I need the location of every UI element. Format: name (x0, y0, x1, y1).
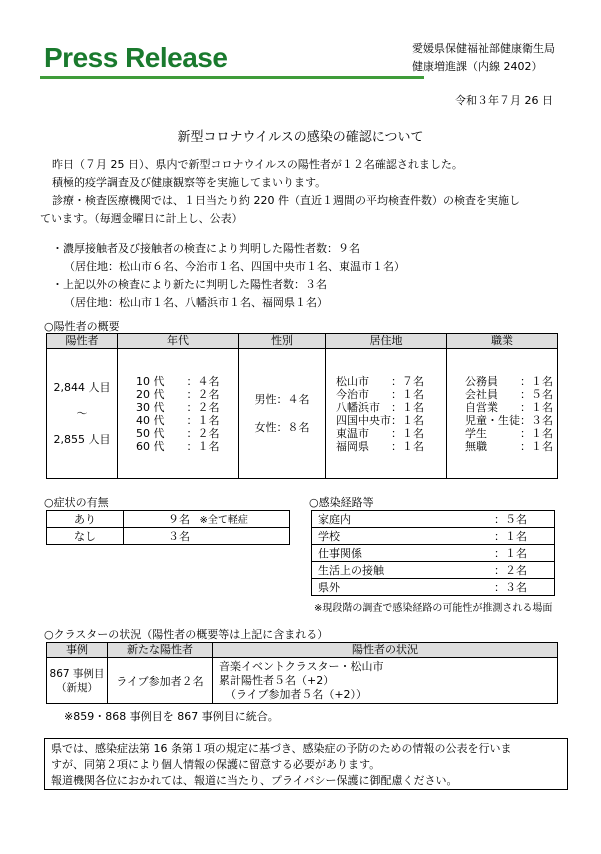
age-row: 40 代 ：１名 (136, 413, 220, 427)
route-count: ：１名 (488, 528, 555, 545)
cluster-new-positive: ライブ参加者２名 (108, 658, 213, 704)
department-name: 愛媛県保健福祉部健康衛生局 (412, 42, 555, 55)
bullet-other-residence: （居住地：松山市１名、八幡浜市１名、福岡県１名） (64, 296, 328, 309)
route-label: 県外 (312, 579, 489, 596)
case-range-to: 2,855 人目 (53, 432, 111, 446)
intro-line-1: 昨日（７月 25 日）、県内で新型コロナウイルスの陽性者が１２名確認されました。 (52, 158, 463, 171)
symptoms-count: ３名 (168, 530, 190, 543)
route-count: ：１名 (488, 545, 555, 562)
gender-row: 女性：８名 (254, 420, 310, 434)
route-row (312, 528, 555, 545)
bullet-contact-tracing: ・濃厚接触者及び接触者の検査により判明した陽性者数：９名 (52, 242, 360, 255)
symptoms-row (47, 528, 290, 545)
document-title: 新型コロナウイルスの感染の確認について (177, 130, 424, 145)
case-range-cell (47, 349, 118, 479)
routes-table (311, 510, 555, 596)
symptoms-label: なし (47, 528, 124, 545)
cluster-status-name: 音楽イベントクラスター・松山市 (219, 659, 384, 673)
cluster-case-cell (47, 658, 108, 704)
overview-header-residence: 居住地 (326, 334, 447, 349)
age-row: 60 代 ：１名 (136, 439, 220, 453)
symptoms-count-cell (124, 511, 290, 528)
route-count: ：３名 (488, 579, 555, 596)
symptoms-row (47, 511, 290, 528)
release-date: 令和３年７月 26 日 (455, 94, 553, 107)
bullet-contact-residence: （居住地：松山市６名、今治市１名、四国中央市１名、東温市１名） (64, 260, 405, 273)
cluster-table (46, 642, 558, 704)
route-row (312, 545, 555, 562)
route-label: 学校 (312, 528, 489, 545)
route-row (312, 511, 555, 528)
symptoms-count: ９名 (168, 513, 190, 526)
overview-table (46, 333, 558, 479)
age-row: 20 代 ：２名 (136, 387, 220, 401)
residence-row: 八幡浜市 ：１名 (336, 400, 424, 414)
cluster-case-status: （新規） (56, 681, 98, 694)
logo-underline (40, 76, 424, 79)
intro-paragraph (40, 156, 562, 228)
job-row: 自営業 ：１名 (465, 400, 553, 414)
cluster-status-detail: （ライブ参加者５名（+2）） (225, 687, 368, 701)
residence-cell (326, 349, 447, 479)
job-row: 無職 ：１名 (465, 439, 553, 453)
route-row (312, 562, 555, 579)
intro-line-3a: 診療・検査医療機関では、１日当たり約 220 件（直近１週間の平均検査件数）の検査を実施し (52, 194, 520, 207)
job-row: 会社員 ：５名 (465, 387, 553, 401)
symptoms-table (46, 510, 290, 545)
overview-header-age: 年代 (118, 334, 239, 349)
gender-row: 男性：４名 (254, 392, 310, 406)
route-label: 家庭内 (312, 511, 489, 528)
overview-header-job: 職業 (447, 334, 558, 349)
cluster-section-title: ○クラスターの状況（陽性者の概要等は上記に含まれる） (44, 628, 329, 641)
press-release-logo: Press Release (44, 42, 228, 73)
privacy-line-3: 報道機関各位におかれては、報道に当たり、プライバシー保護に御配慮ください。 (51, 774, 458, 787)
job-row: 公務員 ：１名 (465, 374, 553, 388)
department-section: 健康増進課（内線 2402） (412, 60, 543, 73)
positive-breakdown (52, 240, 562, 312)
case-range-from: 2,844 人目 (53, 380, 111, 394)
residence-row: 東温市 ：１名 (336, 426, 424, 440)
bullet-other-tests: ・上記以外の検査により新たに判明した陽性者数：３名 (52, 278, 327, 291)
cluster-header-status: 陽性者の状況 (213, 643, 558, 658)
cluster-header-new: 新たな陽性者 (108, 643, 213, 658)
routes-section-title: ○感染経路等 (309, 496, 374, 509)
cluster-case-number: 867 事例目 (49, 667, 105, 680)
intro-line-3b: ています。（毎週金曜日に計上し、公表） (40, 212, 243, 225)
cluster-status-total: 累計陽性者５名（+2） (219, 673, 335, 687)
overview-header-case: 陽性者 (47, 334, 118, 349)
overview-header-gender: 性別 (239, 334, 326, 349)
route-label: 仕事関係 (312, 545, 489, 562)
age-row: 30 代 ：２名 (136, 400, 220, 414)
cluster-status-cell (213, 658, 558, 704)
residence-row: 福岡県 ：１名 (336, 439, 424, 453)
privacy-line-2: すが、同第２項により個人情報の保護に留意する必要があります。 (51, 758, 381, 771)
residence-row: 今治市 ：１名 (336, 387, 424, 401)
privacy-line-1: 県では、感染症法第 16 条第１項の規定に基づき、感染症の予防のための情報の公表を行いま (51, 742, 512, 755)
job-cell (447, 349, 558, 479)
gender-cell (239, 349, 326, 479)
route-count: ：５名 (488, 511, 555, 528)
residence-row: 松山市 ：７名 (336, 374, 424, 388)
privacy-notice-box (44, 738, 568, 790)
department-info (412, 40, 555, 76)
symptoms-note: ※全て軽症 (199, 515, 248, 526)
overview-section-title: ○陽性者の概要 (44, 320, 120, 333)
job-row: 学生 ：１名 (465, 426, 553, 440)
routes-note: ※現段階の調査で感染経路の可能性が推測される場面 (314, 603, 553, 614)
age-cell (118, 349, 239, 479)
symptoms-section-title: ○症状の有無 (44, 496, 109, 509)
age-row: 50 代 ：２名 (136, 426, 220, 440)
route-row (312, 579, 555, 596)
age-row: 10 代 ：４名 (136, 374, 220, 388)
route-count: ：２名 (488, 562, 555, 579)
cluster-header-case: 事例 (47, 643, 108, 658)
symptoms-label: あり (47, 511, 124, 528)
intro-line-2: 積極的疫学調査及び健康観察等を実施してまいります。 (52, 176, 327, 189)
cluster-note: ※859・868 事例目を 867 事例目に統合。 (64, 710, 279, 723)
symptoms-count-cell (124, 528, 290, 545)
job-row: 児童・生徒：３名 (465, 413, 553, 427)
residence-row: 四国中央市：１名 (336, 413, 424, 427)
case-range-separator: 〜 (76, 406, 88, 420)
route-label: 生活上の接触 (312, 562, 489, 579)
